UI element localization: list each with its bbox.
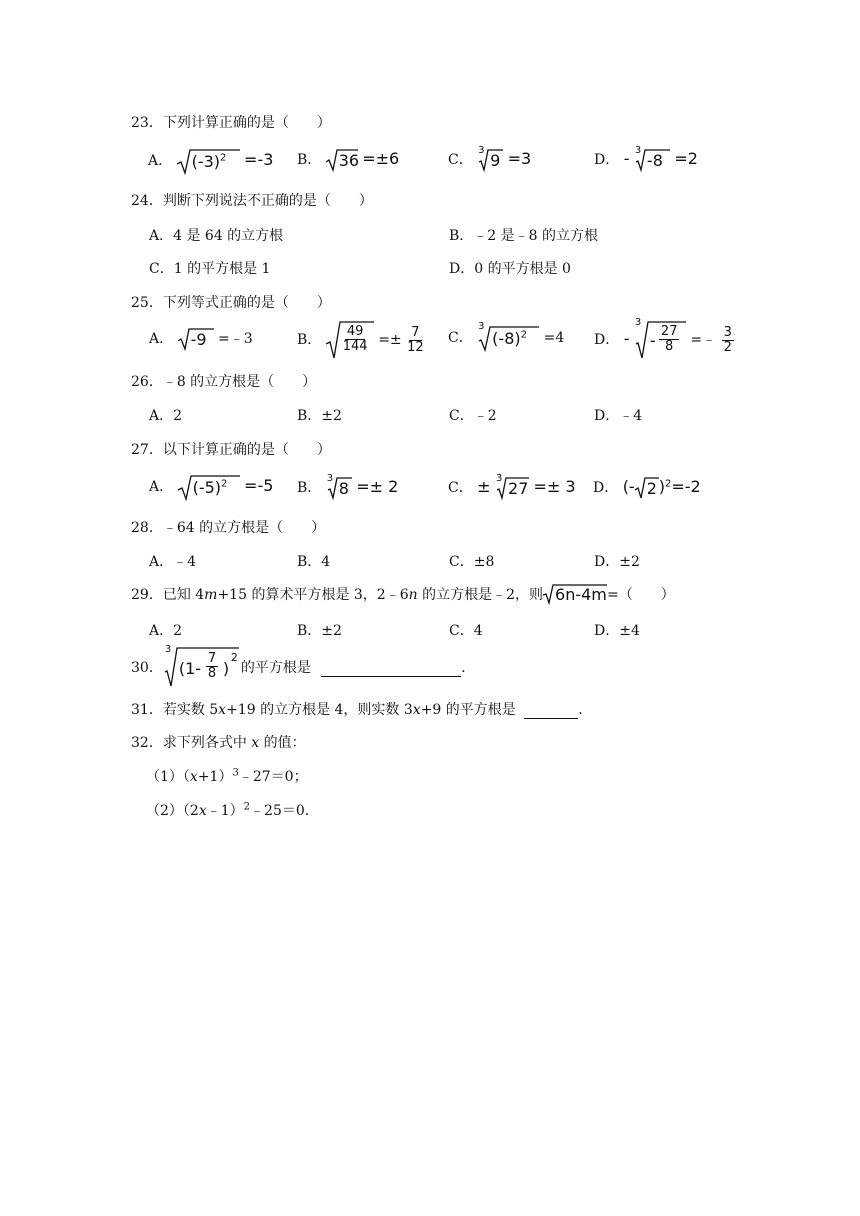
sign: - — [623, 329, 630, 348]
option-label: D． — [594, 332, 620, 348]
q27-option-a — [149, 474, 273, 500]
question-23-stem: 23．下列计算正确的是（ ） — [131, 115, 331, 131]
root-index: 3 — [478, 321, 485, 332]
option-label: B． — [297, 480, 322, 496]
stem-text: 32．求下列各式中 — [131, 735, 252, 751]
option-label: C． — [448, 330, 473, 346]
equation-text: ﹣25＝0． — [250, 803, 319, 819]
answer-blank[interactable] — [524, 703, 578, 719]
stem-text: +15 的算术平方根是 3，2﹣6 — [217, 587, 409, 603]
option-label: D． — [593, 480, 619, 496]
q23-a-sqrt — [177, 148, 240, 174]
variable-x: x — [189, 769, 198, 785]
root-index: 3 — [496, 473, 503, 484]
variable-x: x — [218, 702, 227, 718]
equals-sign: =± — [378, 332, 402, 348]
question-29-stem — [131, 583, 675, 605]
q23-c-cbrt — [477, 145, 503, 172]
sign: - — [623, 149, 630, 168]
radicand: 6n-4m — [555, 585, 607, 604]
q23-option-c — [448, 145, 532, 172]
option-label: A． — [149, 331, 174, 347]
q29-option-c: C．4 — [449, 623, 483, 639]
radicand: (-8) — [492, 329, 521, 348]
plus-minus-sign: ± — [477, 477, 491, 496]
q25-d-cbrt — [634, 317, 686, 360]
q26-option-c: C．﹣2 — [449, 408, 497, 424]
q28-option-b: B．4 — [297, 554, 331, 570]
end-punct: ． — [461, 660, 476, 676]
result: =± 3 — [533, 477, 576, 496]
q28-option-a: A．﹣4 — [149, 554, 197, 570]
radicand: (-3) — [191, 152, 221, 171]
q24-option-c: C．1 的平方根是 1 — [149, 261, 271, 277]
close-paren: ) — [222, 659, 230, 678]
radicand: 8 — [338, 479, 349, 498]
numerator: 3 — [723, 324, 732, 340]
q23-option-b — [297, 148, 399, 172]
result: =-2 — [671, 477, 701, 496]
q27-a-sqrt — [178, 474, 240, 500]
denominator: 12 — [407, 339, 424, 355]
radicand: 27 — [508, 479, 529, 498]
root-index: 3 — [634, 317, 642, 328]
q28-option-c: C．±8 — [449, 554, 495, 570]
q25-a-sqrt — [178, 327, 214, 351]
radicand: 9 — [490, 151, 501, 170]
question-text: 31．若实数 5 — [131, 702, 219, 718]
q23-option-a — [148, 148, 273, 174]
equation-text: （1）（ — [146, 769, 190, 785]
q25-option-b — [297, 320, 425, 360]
q27-c-cbrt — [495, 473, 529, 500]
exponent: 2 — [221, 478, 228, 490]
result: =± 2 — [356, 477, 399, 496]
answer-blank[interactable] — [321, 658, 461, 677]
variable-x: x — [198, 803, 207, 819]
q25-option-c — [448, 321, 565, 351]
fraction — [343, 325, 368, 354]
q25-c-cbrt — [477, 321, 539, 351]
end-punct: ． — [578, 702, 593, 718]
exponent: 2 — [520, 329, 527, 341]
stem-text: 的值： — [259, 735, 306, 751]
question-28-stem: 28．﹣64 的立方根是（ ） — [131, 520, 326, 536]
root-index: 3 — [634, 145, 642, 156]
exponent: 2 — [664, 478, 672, 490]
variable-n: n — [408, 587, 418, 603]
result: =2 — [674, 149, 698, 168]
negative-sign: - — [649, 331, 656, 350]
root-index: 3 — [326, 473, 334, 484]
q23-d-cbrt — [634, 145, 670, 172]
q27-option-c — [448, 473, 576, 500]
result: =-5 — [244, 476, 274, 495]
numerator: 27 — [660, 324, 678, 339]
q24-option-d: D．0 的平方根是 0 — [449, 261, 571, 277]
radicand: -8 — [646, 151, 663, 170]
q26-option-b: B．±2 — [297, 408, 342, 424]
equation-text: ﹣1） — [206, 803, 244, 819]
denominator: 2 — [723, 339, 732, 355]
q32-part-1 — [146, 766, 308, 786]
radicand: 2 — [646, 479, 657, 498]
radicand: 36 — [338, 151, 360, 170]
q29-sqrt — [543, 583, 607, 605]
equation-text: ﹣27＝0； — [238, 769, 308, 785]
q23-b-sqrt — [326, 148, 358, 172]
numerator: 49 — [346, 324, 364, 339]
question-27-stem: 27．以下计算正确的是（ ） — [131, 442, 331, 458]
numerator: 7 — [411, 324, 420, 340]
q29-option-a: A．2 — [149, 623, 183, 639]
denominator: 144 — [342, 339, 368, 354]
question-25-stem: 25．下列等式正确的是（ ） — [131, 295, 331, 311]
question-24-stem: 24．判断下列说法不正确的是（ ） — [131, 193, 373, 209]
result: =4 — [543, 330, 565, 346]
result-fraction — [722, 326, 734, 355]
fraction — [659, 325, 680, 354]
result: =3 — [507, 149, 532, 168]
question-32-stem — [131, 732, 306, 752]
q32-part-2 — [146, 800, 319, 820]
stem-text: =（ ） — [607, 587, 675, 603]
radical-sign — [163, 646, 241, 688]
question-text: +19 的立方根是 4，则实数 3 — [226, 702, 413, 718]
variable-x: x — [251, 735, 260, 751]
question-26-stem: 26．﹣8 的立方根是（ ） — [131, 374, 317, 390]
option-label: A． — [148, 153, 173, 169]
q25-b-sqrt — [326, 320, 374, 360]
exponent: 3 — [232, 767, 239, 779]
q26-option-a: A．2 — [149, 408, 183, 424]
q29-option-b: B．±2 — [297, 623, 342, 639]
exponent: 2 — [220, 152, 227, 164]
radicand: -9 — [190, 330, 207, 349]
q25-option-d — [594, 317, 735, 360]
root-index: 3 — [164, 644, 172, 655]
numerator: 7 — [207, 651, 217, 666]
variable-m: m — [204, 587, 218, 603]
q27-option-d — [593, 476, 701, 500]
q30-cbrt — [163, 646, 241, 688]
question-text: +9 的平方根是 — [420, 702, 516, 718]
open-paren: (1- — [178, 659, 202, 678]
equals-sign: =﹣ — [690, 332, 717, 348]
option-label: B． — [297, 332, 322, 348]
denominator: 8 — [665, 339, 674, 354]
q29-option-d: D．±4 — [594, 623, 640, 639]
q25-option-a — [149, 327, 253, 351]
variable-x: x — [412, 702, 421, 718]
exponent: 2 — [230, 651, 238, 664]
q27-d-sqrt — [635, 476, 659, 500]
option-label: A． — [149, 479, 174, 495]
question-number: 30． — [131, 660, 163, 676]
question-31 — [131, 699, 592, 719]
stem-text: 的立方根是﹣2，则 — [417, 587, 544, 603]
open-paren: (- — [622, 477, 635, 496]
option-label: C． — [448, 480, 473, 496]
option-label: C． — [448, 152, 473, 168]
q24-option-b: B．﹣2 是﹣8 的立方根 — [449, 228, 599, 244]
question-text: 的平方根是 — [240, 660, 311, 676]
denominator: 8 — [207, 666, 217, 681]
exponent: 2 — [243, 801, 251, 813]
q24-option-a: A．4 是 64 的立方根 — [149, 228, 284, 244]
radicand: (-5) — [192, 478, 222, 497]
option-label: D． — [594, 152, 620, 168]
result: =-3 — [244, 150, 274, 169]
root-index: 3 — [478, 145, 485, 156]
q27-b-cbrt — [326, 473, 352, 500]
result: =±6 — [362, 149, 400, 168]
question-30 — [131, 646, 475, 688]
result-fraction — [407, 326, 424, 355]
close-paren: ) — [658, 477, 665, 496]
result: =﹣3 — [218, 331, 253, 347]
q28-option-d: D．±2 — [594, 554, 640, 570]
q27-option-b — [297, 473, 399, 500]
q26-option-d: D．﹣4 — [594, 408, 643, 424]
q23-option-d — [594, 145, 698, 172]
equation-text: （2）（2 — [146, 803, 199, 819]
option-label: B． — [297, 152, 322, 168]
equation-text: +1） — [197, 769, 233, 785]
stem-text: 29．已知 4 — [131, 587, 205, 603]
fraction — [206, 652, 218, 681]
